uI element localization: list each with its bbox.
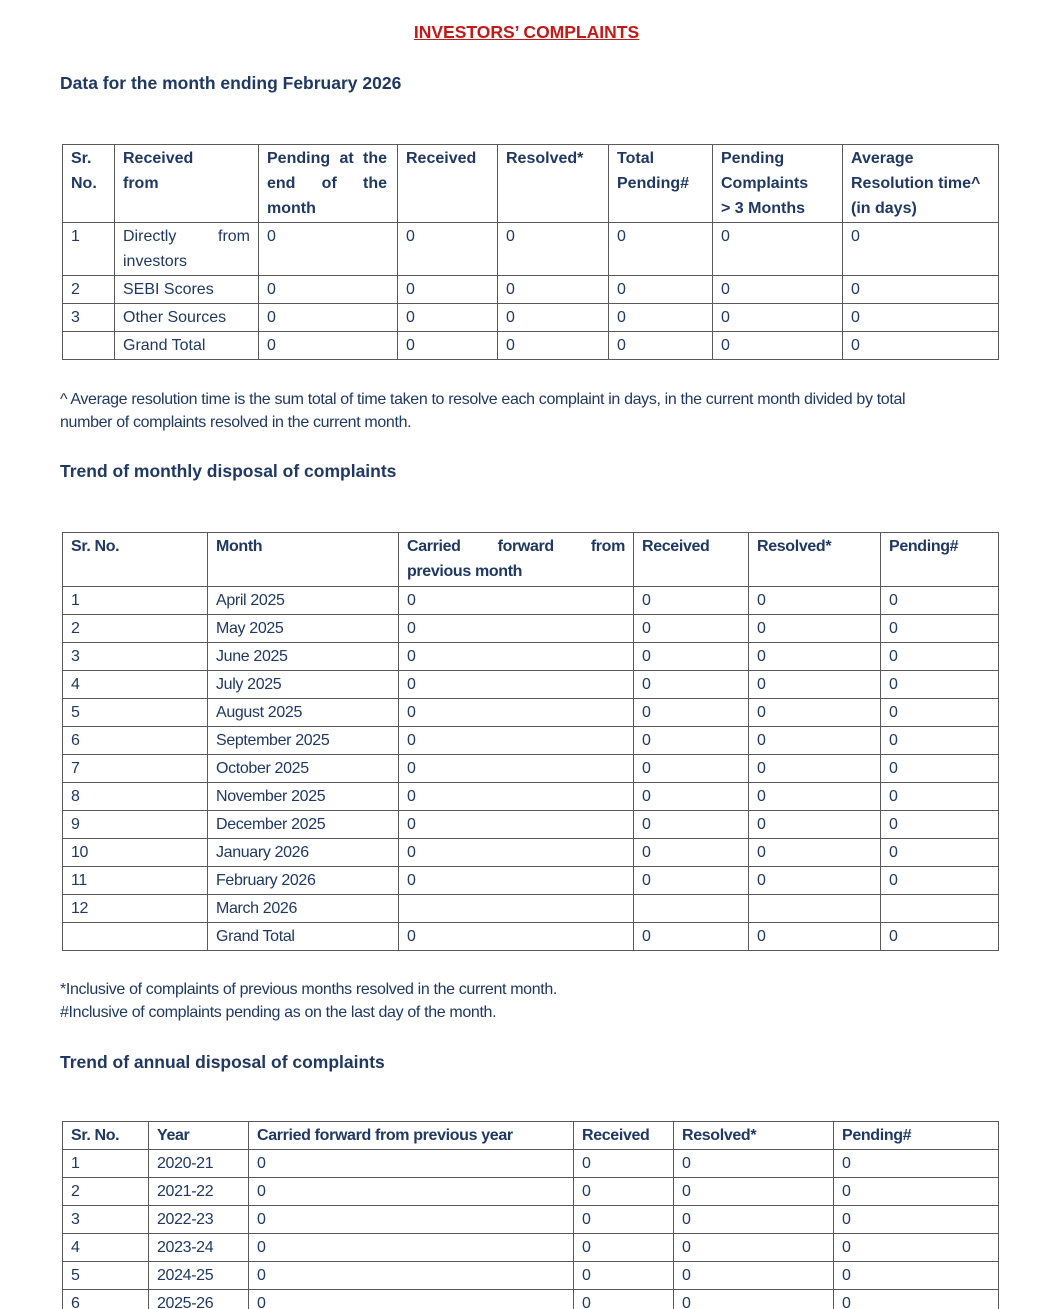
column-header-pending: Pending# [881,533,999,587]
table-row [63,1206,999,1234]
table-cell: 0 [259,276,398,304]
table-cell: 0 [634,783,749,811]
table-cell: 0 [634,811,749,839]
table-row [63,1150,999,1178]
table-row [63,1290,999,1309]
table-cell: 0 [834,1290,999,1309]
header-row [63,1122,999,1150]
table-cell: July 2025 [208,671,399,699]
table-cell: 0 [749,923,881,951]
annual-trend-table [62,1121,999,1309]
table-row [63,895,999,923]
table-cell: 0 [398,332,498,360]
table-cell: 0 [609,276,713,304]
table-cell: 0 [881,671,999,699]
column-header-pending-3-months: Pending Complaints > 3 Months [713,145,843,223]
table-cell: 0 [749,783,881,811]
table-cell: October 2025 [208,755,399,783]
table-cell: 0 [674,1290,834,1309]
table-row [63,755,999,783]
table-cell [749,895,881,923]
table-row [63,811,999,839]
column-header-pending-end-of-month: Pending at the end of the month [259,145,398,223]
table-cell: 0 [399,699,634,727]
table-cell: 0 [674,1262,834,1290]
table-cell: April 2025 [208,587,399,615]
table-cell: 8 [63,783,208,811]
table-cell: 2020-21 [149,1150,249,1178]
table-cell: SEBI Scores [115,276,259,304]
table-cell: 0 [843,223,999,276]
table-row [63,615,999,643]
table-cell: 0 [609,304,713,332]
table-cell: 0 [249,1206,574,1234]
table-cell: 5 [63,699,208,727]
table-cell: November 2025 [208,783,399,811]
table-row [63,304,999,332]
table-cell: 2022-23 [149,1206,249,1234]
table-cell: 0 [259,332,398,360]
table-cell: May 2025 [208,615,399,643]
table-cell: 0 [749,671,881,699]
table-cell: 0 [634,727,749,755]
table-cell: 12 [63,895,208,923]
table-cell: February 2026 [208,867,399,895]
table-cell: Directly from investors [115,223,259,276]
table-cell: 0 [674,1150,834,1178]
table-cell: 2024-25 [149,1262,249,1290]
table-cell: 0 [634,643,749,671]
table-cell: 0 [881,727,999,755]
table-cell: 0 [634,587,749,615]
table-cell: 0 [634,755,749,783]
table-cell: June 2025 [208,643,399,671]
table-cell: 0 [398,223,498,276]
table-cell: 0 [399,671,634,699]
table-cell: 0 [881,811,999,839]
table-cell: 0 [749,643,881,671]
table-cell: 0 [713,332,843,360]
table-cell: 4 [63,1234,149,1262]
table-cell: 0 [749,755,881,783]
table-cell: 0 [834,1206,999,1234]
table-cell: 0 [834,1150,999,1178]
monthly-trend-heading: Trend of monthly disposal of complaints [60,461,397,481]
table-cell: 2025-26 [149,1290,249,1309]
table-cell: 0 [713,276,843,304]
table-cell: 0 [843,304,999,332]
table-cell: 0 [574,1290,674,1309]
header-row [63,533,999,587]
table-cell: 0 [498,304,609,332]
table-row [63,1234,999,1262]
table-row [63,643,999,671]
table-cell: 0 [674,1178,834,1206]
table-cell: 0 [881,839,999,867]
table-cell: 0 [609,223,713,276]
table-cell: 0 [634,615,749,643]
column-header-total-pending: Total Pending# [609,145,713,223]
table-cell: 0 [399,727,634,755]
table-cell: 0 [843,332,999,360]
table-cell: 2 [63,276,115,304]
table-cell: September 2025 [208,727,399,755]
table-cell: 1 [63,223,115,276]
table-cell: 0 [634,699,749,727]
table-cell: 0 [634,867,749,895]
table-cell: 0 [399,839,634,867]
table-cell: January 2026 [208,839,399,867]
column-header-sr-no: Sr. No. [63,1122,149,1150]
column-header-sr-no: Sr. No. [63,533,208,587]
table-cell: August 2025 [208,699,399,727]
table-cell: 5 [63,1262,149,1290]
table-cell: 0 [399,867,634,895]
table-cell: 0 [881,923,999,951]
table-cell: 0 [834,1262,999,1290]
column-header-avg-resolution-time: Average Resolution time^ (in days) [843,145,999,223]
table-row [63,699,999,727]
table-cell: 0 [399,587,634,615]
table-row [63,783,999,811]
table-cell: 0 [259,304,398,332]
table-cell: 0 [399,783,634,811]
table-cell: 0 [249,1178,574,1206]
table-row [63,332,999,360]
column-header-resolved: Resolved* [498,145,609,223]
table-cell: 0 [574,1262,674,1290]
table-cell: 0 [574,1206,674,1234]
table-row [63,587,999,615]
table-row [63,671,999,699]
table-cell: Grand Total [115,332,259,360]
table-cell: 0 [749,615,881,643]
table-cell: 0 [881,615,999,643]
annual-trend-heading: Trend of annual disposal of complaints [60,1052,385,1072]
table-row [63,1178,999,1206]
column-header-received: Received [398,145,498,223]
month-ending-heading: Data for the month ending February 2026 [60,73,402,93]
column-header-resolved: Resolved* [749,533,881,587]
table-cell: 0 [713,304,843,332]
table-cell [634,895,749,923]
table-cell: December 2025 [208,811,399,839]
page-title [0,0,1053,43]
table-cell: 9 [63,811,208,839]
table-cell: 0 [498,223,609,276]
table-cell: 7 [63,755,208,783]
column-header-received-from: Received from [115,145,259,223]
table-cell: 4 [63,671,208,699]
column-header-carried-forward-year: Carried forward from previous year [249,1122,574,1150]
table-cell: 0 [634,839,749,867]
table-cell: 0 [834,1178,999,1206]
table-cell: 0 [249,1234,574,1262]
table-cell: 0 [498,276,609,304]
table-cell: 0 [843,276,999,304]
table-cell: 0 [399,615,634,643]
table-row [63,727,999,755]
table-cell: 0 [398,276,498,304]
table-cell: 0 [713,223,843,276]
table-cell: 0 [749,699,881,727]
column-header-pending: Pending# [834,1122,999,1150]
table-cell [399,895,634,923]
footnote-average-resolution: ^ Average resolution time is the sum total of time taken to resolve each complaint in days, in the current month divided by total number of complaints resolved in the current month. [60,391,906,431]
table-cell: 10 [63,839,208,867]
table-cell [881,895,999,923]
table-cell: 3 [63,304,115,332]
table-cell: 2 [63,1178,149,1206]
table-cell [63,923,208,951]
table-cell: 0 [674,1234,834,1262]
table-cell: 0 [609,332,713,360]
table-cell: 0 [399,811,634,839]
table-cell: 0 [249,1262,574,1290]
column-header-sr-no: Sr. No. [63,145,115,223]
table-cell: March 2026 [208,895,399,923]
footnote-pending: #Inclusive of complaints pending as on the last day of the month. [60,1004,497,1021]
table-cell: 2 [63,615,208,643]
table-cell: 0 [881,783,999,811]
table-cell: Grand Total [208,923,399,951]
table-row [63,1262,999,1290]
table-cell: 11 [63,867,208,895]
table-cell: 0 [749,587,881,615]
column-header-resolved: Resolved* [674,1122,834,1150]
table-cell: 2021-22 [149,1178,249,1206]
table-cell: 0 [399,643,634,671]
table-cell: 2023-24 [149,1234,249,1262]
table-cell: 1 [63,587,208,615]
table-cell: 0 [399,923,634,951]
table-cell: 3 [63,1206,149,1234]
table-cell: 0 [498,332,609,360]
table-row [63,839,999,867]
table-cell: 0 [674,1206,834,1234]
table-cell: 1 [63,1150,149,1178]
table-cell: 0 [634,671,749,699]
table-cell: 0 [881,867,999,895]
table-cell: 0 [881,643,999,671]
column-header-received: Received [634,533,749,587]
table-cell: 0 [749,867,881,895]
table-cell: 0 [881,755,999,783]
column-header-month: Month [208,533,399,587]
table-cell: 0 [749,727,881,755]
table-cell: Other Sources [115,304,259,332]
table-row [63,923,999,951]
header-row [63,145,999,223]
table-cell [63,332,115,360]
table-cell: 0 [574,1178,674,1206]
table-cell: 0 [881,587,999,615]
footnote-resolved: *Inclusive of complaints of previous months resolved in the current month. [60,981,558,998]
monthly-trend-table [62,532,999,951]
column-header-received: Received [574,1122,674,1150]
column-header-carried-forward: Carried forward from previous month [399,533,634,587]
page-title-text: INVESTORS’ COMPLAINTS [413,22,640,42]
table-cell: 0 [398,304,498,332]
table-row [63,867,999,895]
table-cell: 0 [249,1150,574,1178]
table-cell: 0 [259,223,398,276]
table-cell: 6 [63,1290,149,1309]
table-cell: 0 [749,811,881,839]
table-cell: 0 [881,699,999,727]
footnotes [60,978,1000,1024]
table-cell: 0 [749,839,881,867]
table-cell: 0 [399,755,634,783]
table-cell: 0 [834,1234,999,1262]
table-cell: 3 [63,643,208,671]
column-header-year: Year [149,1122,249,1150]
summary-table [62,144,999,360]
table-cell: 6 [63,727,208,755]
table-cell: 0 [574,1234,674,1262]
table-row [63,223,999,276]
table-cell: 0 [249,1290,574,1309]
table-cell: 0 [634,923,749,951]
table-cell: 0 [574,1150,674,1178]
table-row [63,276,999,304]
